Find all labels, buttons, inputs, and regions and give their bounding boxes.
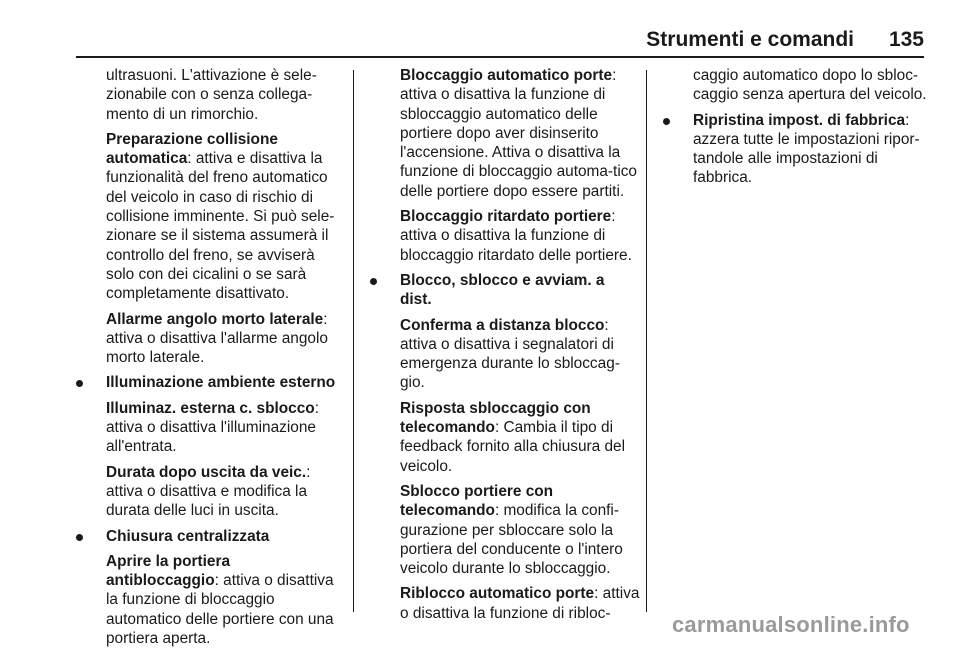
paragraph — [400, 482, 640, 578]
description: : attiva e disattiva la funzionalità del freno automatico del veicolo in caso di rischio di collisione imminente. Si può sele-zionare se il sistema assumerà il controllo del freno, se avviserà solo con dei cicalini o se sarà completamente disattivato. — [106, 150, 335, 303]
watermark-text: carmanualsonline.info — [672, 612, 910, 637]
text-column-3 — [693, 66, 933, 194]
paragraph — [400, 316, 640, 393]
term: Aprire la portiera antibloccaggio — [106, 552, 231, 590]
description: : modifica la confi-gurazione per sbloccare solo la portiera del conducente o l'intero veicolo durante lo sbloccaggio. — [400, 502, 623, 578]
term: Risposta sbloccaggio con telecomando — [400, 399, 591, 437]
description: : attiva o disattiva e modifica la durata delle luci in uscita. — [106, 463, 311, 520]
paragraph — [400, 66, 640, 201]
bullet-item: Illuminazione ambiente esterno — [106, 373, 346, 392]
paragraph — [106, 399, 346, 457]
watermark — [672, 612, 954, 640]
text-column-1 — [106, 66, 346, 654]
bullet-icon — [76, 380, 83, 387]
term: Illuminaz. esterna c. sblocco — [106, 399, 315, 417]
page-number: 135 — [888, 28, 924, 51]
description: : attiva o disattiva la funzione di ribloc- — [400, 585, 640, 622]
term: Sblocco portiere con telecomando — [400, 482, 554, 520]
paragraph — [400, 207, 640, 265]
bullet-icon — [663, 118, 670, 125]
paragraph — [106, 310, 346, 368]
term: Preparazione collisione automatica — [106, 130, 278, 168]
paragraph — [106, 552, 346, 648]
paragraph — [106, 463, 346, 521]
term: Ripristina impost. di fabbrica — [693, 111, 906, 129]
page-header — [0, 0, 960, 50]
description: : attiva o disattiva la funzione di bloccaggio automatico delle portiere con una portiera aperta. — [106, 572, 334, 648]
description: : attiva o disattiva l'illuminazione all'entrata. — [106, 399, 319, 456]
term: Allarme angolo morto laterale — [106, 310, 324, 328]
text-column-2 — [400, 66, 640, 629]
term: Conferma a distanza blocco — [400, 316, 605, 334]
description: : attiva o disattiva la funzione di sbloccaggio automatico delle portiere dopo aver disinserito l'accensione. Attiva o disattiva la funzione di bloccaggio automa-tico delle portiere dopo essere partiti. — [400, 67, 637, 200]
description: : attiva o disattiva l'allarme angolo morto laterale. — [106, 310, 328, 367]
bullet-item — [693, 111, 933, 188]
bullet-item: Blocco, sblocco e avviam. a dist. — [400, 271, 640, 310]
term: Riblocco automatico porte — [400, 585, 595, 603]
paragraph — [400, 399, 640, 476]
paragraph: caggio automatico dopo lo sbloc-caggio senza apertura del veicolo. — [693, 67, 927, 104]
paragraph: ultrasuoni. L'attivazione è sele-zionabile con o senza collega-mento di un rimorchio. — [106, 67, 317, 123]
description: : attiva o disattiva la funzione di bloccaggio ritardato delle portiere. — [400, 208, 632, 264]
bullet-icon — [76, 534, 83, 541]
paragraph — [106, 130, 346, 304]
header-divider — [76, 56, 924, 58]
bullet-item: Chiusura centralizzata — [106, 527, 346, 546]
bullet-icon — [370, 278, 377, 285]
column-divider-2 — [646, 70, 647, 612]
description: : Cambia il tipo di feedback fornito alla chiusura del veicolo. — [400, 419, 626, 475]
column-divider-1 — [353, 70, 354, 612]
term: Bloccaggio ritardato portiere — [400, 208, 612, 226]
term: Bloccaggio automatico porte — [400, 67, 613, 84]
description: : azzera tutte le impostazioni ripor-tandole alle impostazioni di fabbrica. — [693, 111, 920, 187]
description: : attiva o disattiva i segnalatori di emergenza durante lo sbloccag-gio. — [400, 316, 620, 392]
section-title: Strumenti e comandi — [646, 28, 854, 51]
paragraph — [400, 584, 640, 623]
term: Durata dopo uscita da veic. — [106, 463, 307, 481]
